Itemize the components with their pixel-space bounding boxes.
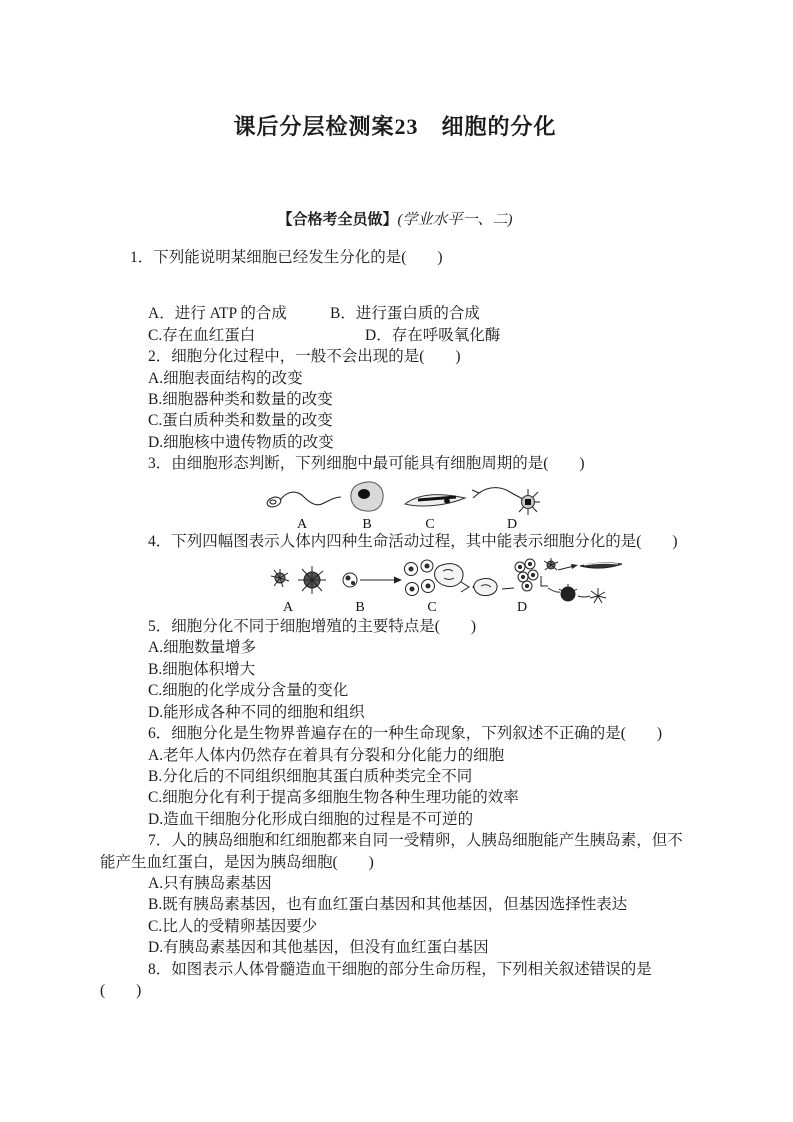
- q3-cell-shapes-figure: [260, 477, 590, 531]
- q1-option-a: A．进行 ATP 的合成: [148, 305, 287, 323]
- cell-differentiation-diagram: [515, 558, 622, 603]
- q5-option-b: B.细胞体积增大: [148, 660, 256, 678]
- q5-option-d: D.能形成各种不同的细胞和组织: [148, 703, 365, 721]
- q5-option-c: C.细胞的化学成分含量的变化: [148, 682, 349, 700]
- nerve-cell-icon: [472, 487, 540, 514]
- q2-option-c: C.蛋白质种类和数量的改变: [148, 412, 333, 430]
- q2-option-d: D.细胞核中遗传物质的改变: [148, 433, 334, 451]
- section-header: [100, 209, 690, 231]
- q3-stem: 3．由细胞形态判断，下列细胞中最可能具有细胞周期的是( ): [148, 455, 585, 473]
- q3-label-c: C: [425, 516, 435, 531]
- q7-option-d: D.有胰岛素基因和其他基因，但没有血红蛋白基因: [148, 939, 489, 957]
- q4-stem: 4．下列四幅图表示人体内四种生命活动过程，其中能表示细胞分化的是( ): [148, 532, 678, 550]
- q1-option-b: B．进行蛋白质的合成: [330, 305, 480, 323]
- q1-option-c: C.存在血红蛋白: [148, 326, 256, 344]
- q6-option-b: B.分化后的不同组织细胞其蛋白质种类完全不同: [148, 767, 473, 785]
- q6-option-a: A.老年人体内仍然存在着具有分裂和分化能力的细胞: [148, 746, 505, 764]
- q2-option-a: A.细胞表面结构的改变: [148, 369, 303, 387]
- q5-option-a: A.细胞数量增多: [148, 639, 257, 657]
- q4-label-b: B: [355, 600, 365, 615]
- spindle-cell-icon: [405, 494, 465, 505]
- q4-label-c: C: [427, 600, 437, 615]
- sperm-cell-icon: [266, 492, 341, 508]
- q6-stem: 6．细胞分化是生物界普遍存在的一种生命现象，下列叙述不正确的是( ): [148, 725, 663, 743]
- q6-option-c: C.细胞分化有利于提高多细胞生物各种生理功能的效率: [148, 789, 519, 807]
- round-cell-icon: [351, 482, 383, 511]
- q6-option-d: D.造血干细胞分化形成白细胞的过程是不可逆的: [148, 810, 474, 828]
- q3-label-a: A: [296, 516, 308, 531]
- q4-label-d: D: [516, 600, 528, 615]
- q8-stem: 8．如图表示人体骨髓造血干细胞的部分生命历程，下列相关叙述错误的是( ): [100, 960, 652, 999]
- q1-option-d: D．存在呼吸氧化酶: [365, 326, 501, 344]
- section-header-note: (学业水平一、二): [397, 212, 513, 228]
- q3-label-d: D: [506, 516, 518, 531]
- cell-growth-diagram: [271, 566, 326, 594]
- page-title: 课后分层检测案23 细胞的分化: [233, 114, 557, 139]
- q7-option-a: A.只有胰岛素基因: [148, 874, 272, 892]
- q2-stem: 2．细胞分化过程中，一般不会出现的是( ): [148, 348, 461, 366]
- section-header-main: 【合格考全员做】: [277, 212, 398, 228]
- cell-division-diagram: [343, 560, 435, 596]
- q7-stem: 7．人的胰岛细胞和红细胞都来自同一受精卵，人胰岛细胞能产生胰岛素，但不能产生血红蛋白，是因为胰岛细胞( ): [100, 832, 683, 871]
- q1-options-row-2: [100, 325, 690, 346]
- q4-life-activities-figure: [250, 554, 630, 614]
- q2-option-b: B.细胞器种类和数量的改变: [148, 391, 333, 409]
- cell-engulfment-diagram: [435, 564, 514, 596]
- q4-label-a: A: [282, 600, 294, 615]
- q1-stem: 1．下列能说明某细胞已经发生分化的是( ): [130, 249, 443, 266]
- q5-stem: 5．细胞分化不同于细胞增殖的主要特点是( ): [148, 618, 477, 636]
- q3-label-b: B: [362, 516, 372, 531]
- q7-option-c: C.比人的受精卵基因要少: [148, 917, 318, 935]
- q7-option-b: B.既有胰岛素基因，也有血红蛋白基因和其他基因，但基因选择性表达: [148, 896, 628, 914]
- q1-options-row-1: [100, 303, 690, 324]
